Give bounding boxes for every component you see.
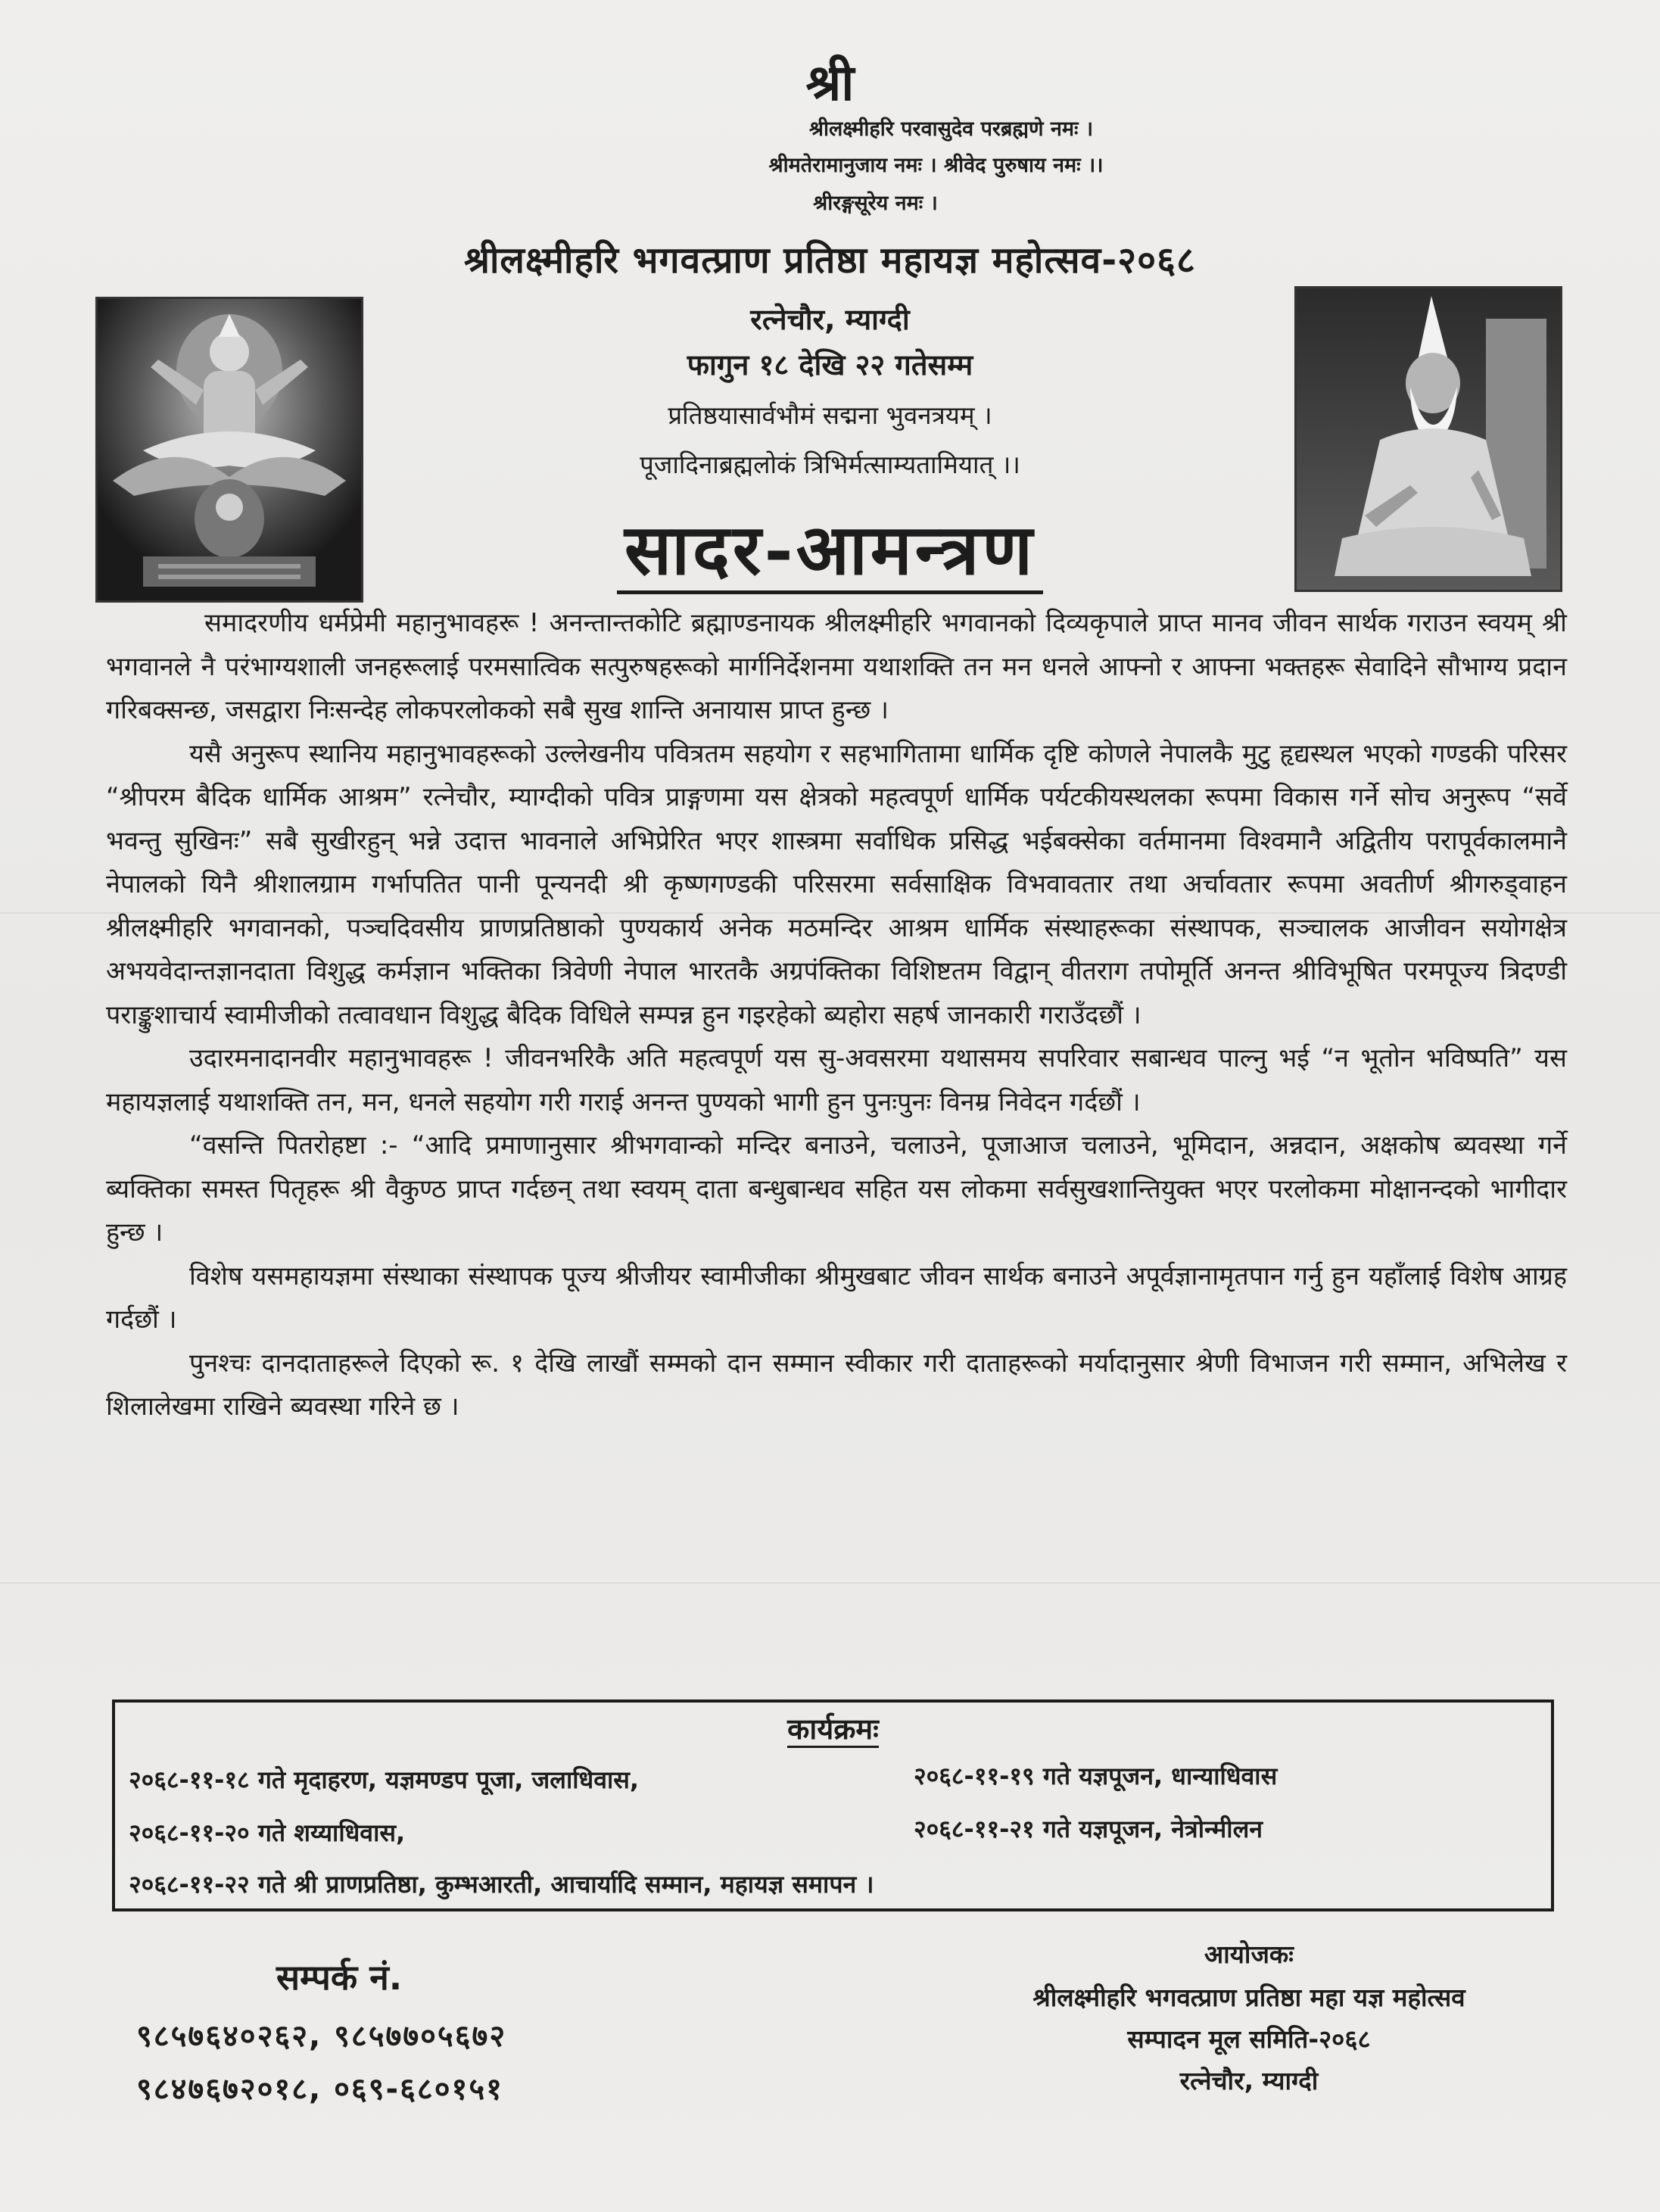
contact-title: सम्पर्क नं.	[276, 1957, 403, 1998]
body-paragraph-5: विशेष यसमहायज्ञमा संस्थाका संस्थापक पूज्य श्रीजीयर स्वामीजीका श्रीमुखबाट जीवन सार्थक बनाउने अपूर्वज्ञानामृतपान गर्नु हुन यहाँलाई विशेष आग्रह गर्दछौं ।	[106, 1260, 1567, 1335]
invitation-body	[106, 602, 1567, 1429]
event-title: श्रीलक्ष्मीहरि भगवत्प्राण प्रतिष्ठा महायज्ञ महोत्सव-२०६८	[464, 239, 1196, 282]
invitation-heading-text: सादर-आमन्त्रण	[617, 509, 1043, 594]
programme-item: २०६८-११-१८ गते मृदाहरण, यज्ञमण्डप पूजा, जलाधिवास,	[129, 1765, 640, 1794]
shloka-line-1: प्रतिष्ठयासार्वभौमं सद्मना भुवनत्रयम् ।	[668, 400, 992, 430]
body-paragraph-4: “वसन्ति पितरोहष्टा :- “आदि प्रमाणानुसार श्रीभगवान्को मन्दिर बनाउने, चलाउने, पूजाआज चलाउने, भूमिदान, अन्नदान, अक्षकोष ब्यवस्था गर्ने ब्यक्तिका समस्त पितृहरू श्री वैकुण्ठ प्राप्त गर्दछन् तथा स्वयम् दाता बन्धुबान्धव सहित यस लोकमा सर्वसुखशान्तियुक्त भएर परलोकमा मोक्षानन्दको भागीदार हुन्छ ।	[106, 1130, 1567, 1248]
organizer-label: आयोजकः	[1204, 1939, 1294, 1969]
programme-item: २०६८-११-२२ गते श्री प्राणप्रतिष्ठा, कुम्भआरती, आचार्यादि सम्मान, महायज्ञ समापन ।	[129, 1870, 874, 1899]
organizer-line-3: रत्नेचौर, म्याग्दी	[1179, 2066, 1319, 2095]
programme-title	[115, 1709, 1551, 1748]
programme-item: २०६८-११-२० गते शय्याधिवास,	[129, 1818, 406, 1847]
swami-photo	[1294, 286, 1562, 592]
invocation-line-1: श्रीलक्ष्मीहरि परवासुदेव परब्रह्मणे नमः ।	[808, 117, 1094, 141]
contact-phones-1: ९८५७६४०२६२, ९८५७७०५६७२	[136, 2019, 507, 2054]
header-shri: श्री	[805, 54, 855, 112]
swami-image	[1297, 288, 1560, 590]
deity-image	[98, 299, 361, 600]
shloka-line-2: पूजादिनाब्रह्मलोकं त्रिभिर्मत्साम्यतामियात् ।।	[640, 450, 1020, 479]
programme-item: २०६८-११-२१ गते यज्ञपूजन, नेत्रोन्मीलन	[914, 1815, 1263, 1843]
programme-title-text: कार्यक्रमः	[787, 1712, 879, 1748]
body-paragraph-1: समादरणीय धर्मप्रेमी महानुभावहरू ! अनन्तान्तकोटि ब्रह्माण्डनायक श्रीलक्ष्मीहरि भगवानको दिव्यकृपाले प्राप्त मानव जीवन सार्थक गराउन स्वयम् श्री भगवानले नै परंभाग्यशाली जनहरूलाई परमसात्विक सत्पुरुषहरूको मार्गनिर्देशनमा यथाशक्ति तन मन धनले आफ्नो र आफ्ना भक्तहरू सेवादिने सौभाग्य प्रदान गरिबक्सन्छ, जसद्वारा निःसन्देह लोकपरलोकको सबै सुख शान्ति अनायास प्राप्त हुन्छ ।	[106, 608, 1567, 725]
invocation-line-2: श्रीमतेरामानुजाय नमः । श्रीवेद पुरुषाय नमः ।।	[768, 154, 1104, 177]
contact-phones-2: ९८४७६७२०१८, ०६९-६८०१५१	[136, 2072, 503, 2107]
invocation-line-3: श्रीरङ्गसूरेय नमः ।	[813, 192, 938, 215]
programme-item: २०६८-११-१९ गते यज्ञपूजन, धान्याधिवास	[914, 1762, 1278, 1790]
event-dates: फागुन १८ देखि २२ गतेसम्म	[687, 348, 973, 382]
paper-fold	[0, 1582, 1660, 1584]
event-place: रत्नेचौर, म्याग्दी	[750, 303, 910, 336]
deity-photo	[95, 297, 363, 603]
organizer-line-1: श्रीलक्ष्मीहरि भगवत्प्राण प्रतिष्ठा महा यज्ञ महोत्सव	[1032, 1983, 1465, 2012]
body-paragraph-6: पुनश्चः दानदाताहरूले दिएको रू. १ देखि लाखौं सम्मको दान सम्मान स्वीकार गरी दाताहरूको मर्यादानुसार श्रेणी विभाजन गरी सम्मान, अभिलेख र शिलालेखमा राखिने ब्यवस्था गरिने छ ।	[106, 1347, 1567, 1422]
programme-box	[112, 1700, 1554, 1911]
body-paragraph-2: यसै अनुरूप स्थानिय महानुभावहरूको उल्लेखनीय पवित्रतम सहयोग र सहभागितामा धार्मिक दृष्टि कोणले नेपालकै मुटु हृद्यस्थल भएको गण्डकी परिसर “श्रीपरम बैदिक धार्मिक आश्रम” रत्नेचौर, म्याग्दीको पवित्र प्राङ्गणमा यस क्षेत्रको महत्वपूर्ण धार्मिक पर्यटकीयस्थलका रूपमा विकास गर्ने सोच अनुरूप “सर्वे भवन्तु सुखिनः” सबै सुखीरहुन् भन्ने उदात्त भावनाले अभिप्रेरित भएर शास्त्रमा सर्वाधिक प्रसिद्ध भईबक्सेका वर्तमानमा विश्वमानै अद्वितीय परापूर्वकालमानै नेपालको यिनै श्रीशालग्राम गर्भापतित पानी पून्यनदी श्री कृष्णगण्डकी परिसरमा सर्वसाक्षिक विभवावतार तथा अर्चावतार रूपमा अवतीर्ण श्रीगरुड्वाहन श्रीलक्ष्मीहरि भगवानको, पञ्चदिवसीय प्राणप्रतिष्ठाको पुण्यकार्य अनेक मठमन्दिर आश्रम धार्मिक संस्थाहरूका संस्थापक, सञ्चालक आजीवन सयोगक्षेत्र अभयवेदान्तज्ञानदाता विशुद्ध कर्मज्ञान भक्तिका त्रिवेणी नेपाल भारतकै अग्रपंक्तिका विशिष्टतम विद्वान् वीतराग तपोमूर्ति अनन्त श्रीविभूषित परमपूज्य त्रिदण्डी पराङ्कुशाचार्य स्वामीजीको तत्वावधान विशुद्ध बैदिक विधिले सम्पन्न हुन गइरहेको ब्यहोरा सहर्ष जानकारी गराउँदछौं ।	[106, 738, 1567, 1030]
body-paragraph-3: उदारमनादानवीर महानुभावहरू ! जीवनभरिकै अति महत्वपूर्ण यस सु-अवसरमा यथासमय सपरिवार सबान्धव पाल्नु भई “न भूतोन भविष्पति” यस महायज्ञलाई यथाशक्ति तन, मन, धनले सहयोग गरी गराई अनन्त पुण्यको भागी हुन पुनःपुनः विनम्र निवेदन गर्दछौं ।	[106, 1043, 1567, 1117]
organizer-line-2: सम्पादन मूल समिति-२०६८	[1127, 2024, 1371, 2054]
